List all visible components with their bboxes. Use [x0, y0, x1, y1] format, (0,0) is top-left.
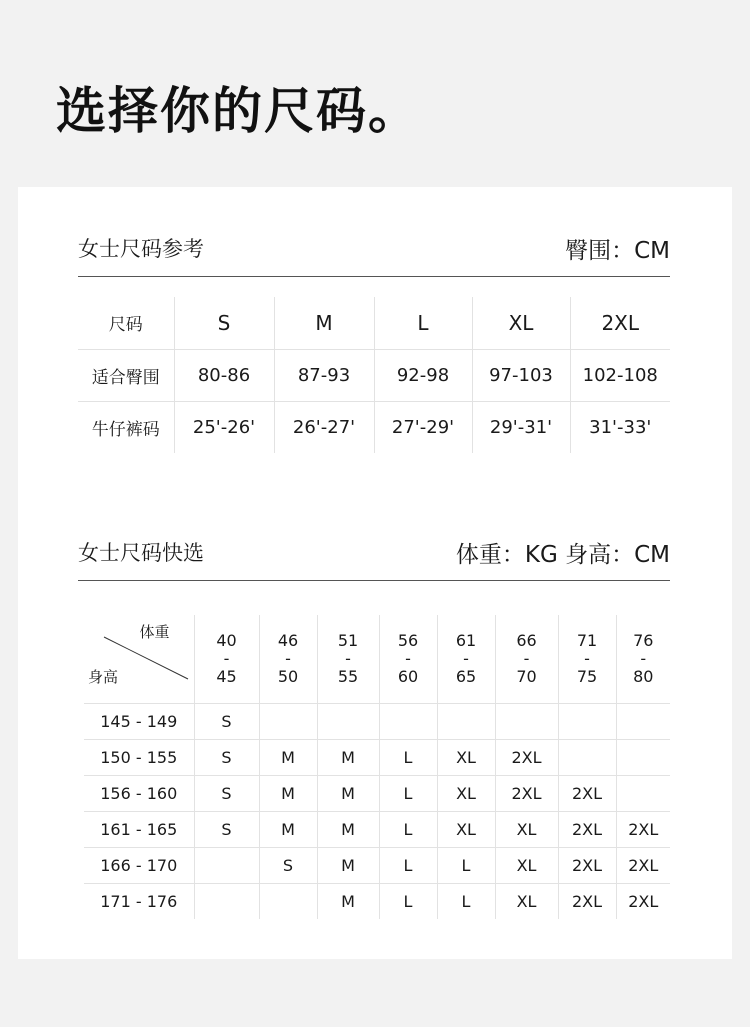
height-range: 145 - 149 [84, 703, 194, 739]
size-cell [558, 703, 616, 739]
weight-from: 71 [576, 630, 598, 650]
weight-sep: - [223, 648, 230, 668]
size-cell: XL [437, 739, 495, 775]
weight-to: 50 [277, 666, 299, 686]
weight-sep: - [463, 648, 469, 668]
size-cell: XL [495, 811, 558, 847]
page-title: 选择你的尺码。 [56, 82, 420, 140]
jeans-value: 25'-26' [174, 401, 274, 453]
size-cell: M [317, 739, 379, 775]
size-label: S [174, 297, 274, 349]
weight-from: 66 [516, 630, 537, 650]
size-cell: XL [437, 775, 495, 811]
weight-from: 56 [397, 630, 419, 650]
size-cell: L [379, 775, 437, 811]
height-row [84, 739, 670, 775]
size-cell: M [259, 775, 317, 811]
jeans-value: 26'-27' [274, 401, 374, 453]
size-cell [616, 703, 670, 739]
weight-from: 46 [277, 630, 299, 650]
height-range: 156 - 160 [84, 775, 194, 811]
size-cell: XL [495, 847, 558, 883]
size-reference-table [78, 297, 670, 453]
size-cell [317, 703, 379, 739]
weight-sep: - [523, 648, 530, 668]
reference-title: 女士尺码参考 [78, 237, 204, 261]
size-cell: 2XL [558, 811, 616, 847]
size-cell: S [194, 811, 259, 847]
height-range: 171 - 176 [100, 891, 178, 911]
weight-to: 80 [633, 666, 654, 686]
hip-row [78, 349, 670, 401]
weight-sep: - [584, 648, 590, 668]
size-cell [495, 703, 558, 739]
size-cell [379, 703, 437, 739]
corner-height-label: 身高 [88, 667, 119, 686]
size-cell [616, 775, 670, 811]
size-cell [194, 883, 259, 919]
size-cell [437, 703, 495, 739]
size-cell: S [259, 847, 317, 883]
hip-value: 102-108 [570, 349, 670, 401]
size-cell: M [259, 811, 317, 847]
reference-unit: 臀围：CM [565, 238, 670, 264]
weight-sep: - [405, 648, 411, 668]
size-card [18, 187, 732, 959]
size-cell: L [379, 847, 437, 883]
weight-sep: - [640, 648, 647, 668]
weight-range [317, 615, 379, 703]
corner-cell [84, 615, 194, 703]
size-label: 2XL [570, 297, 670, 349]
weight-header-row [84, 615, 670, 703]
weight-range [379, 615, 437, 703]
weight-range [495, 615, 558, 703]
jeans-value: 29'-31' [472, 401, 570, 453]
size-cell: XL [437, 811, 495, 847]
size-cell: S [194, 739, 259, 775]
weight-range [259, 615, 317, 703]
size-cell: L [379, 811, 437, 847]
size-label: L [374, 297, 472, 349]
size-cell: S [194, 775, 259, 811]
height-range: 161 - 165 [84, 811, 194, 847]
jeans-row-label: 牛仔裤码 [91, 419, 160, 440]
hip-value: 80-86 [174, 349, 274, 401]
height-row [84, 847, 670, 883]
size-cell: 2XL [495, 739, 558, 775]
quick-size-table [84, 615, 670, 919]
size-label: M [274, 297, 374, 349]
weight-range [437, 615, 495, 703]
size-cell [194, 847, 259, 883]
height-row [84, 883, 670, 919]
size-cell: L [379, 883, 437, 919]
weight-from: 40 [216, 630, 237, 650]
size-cell: 2XL [558, 847, 616, 883]
size-cell [259, 883, 317, 919]
weight-to: 55 [337, 666, 359, 686]
size-header-row [78, 297, 670, 349]
size-cell: 2XL [616, 811, 670, 847]
jeans-value: 27'-29' [374, 401, 472, 453]
weight-sep: - [345, 648, 351, 668]
hip-value: 92-98 [374, 349, 472, 401]
corner-weight-label: 体重 [139, 623, 170, 641]
height-range: 166 - 170 [84, 847, 194, 883]
weight-to: 70 [516, 666, 537, 686]
size-cell: L [379, 739, 437, 775]
weight-to: 75 [576, 666, 598, 686]
hip-row-label: 适合臀围 [78, 349, 174, 401]
size-cell: 2XL [558, 775, 616, 811]
size-cell: L [437, 883, 495, 919]
weight-range [616, 615, 670, 703]
jeans-value: 31'-33' [570, 401, 670, 453]
hip-value: 97-103 [472, 349, 570, 401]
weight-from: 76 [633, 630, 654, 650]
hip-value: 87-93 [274, 349, 374, 401]
size-cell: 2XL [616, 847, 670, 883]
size-cell: M [259, 739, 317, 775]
weight-sep: - [285, 648, 291, 668]
weight-from: 61 [455, 630, 477, 650]
size-cell [616, 739, 670, 775]
jeans-row [78, 401, 670, 453]
size-cell: M [317, 883, 379, 919]
size-cell: M [317, 775, 379, 811]
size-cell: XL [495, 883, 558, 919]
weight-from: 51 [337, 630, 359, 650]
height-row [84, 703, 670, 739]
size-cell [558, 739, 616, 775]
quick-title: 女士尺码快选 [78, 541, 204, 565]
height-row [84, 775, 670, 811]
quick-unit: 体重：KG 身高：CM [455, 542, 670, 568]
height-range: 150 - 155 [84, 739, 194, 775]
quick-header [78, 541, 670, 581]
weight-to: 45 [216, 666, 237, 686]
weight-to: 60 [397, 666, 419, 686]
size-label: XL [472, 297, 570, 349]
height-row [84, 811, 670, 847]
size-header-label: 尺码 [78, 297, 174, 349]
weight-to: 65 [455, 666, 477, 686]
weight-range [558, 615, 616, 703]
size-cell: L [437, 847, 495, 883]
size-cell [259, 703, 317, 739]
reference-header [78, 237, 670, 277]
size-cell: 2XL [558, 883, 616, 919]
size-cell: M [317, 847, 379, 883]
weight-range [194, 615, 259, 703]
size-cell: S [194, 703, 259, 739]
size-cell: 2XL [616, 883, 670, 919]
size-cell: M [317, 811, 379, 847]
size-cell: 2XL [495, 775, 558, 811]
